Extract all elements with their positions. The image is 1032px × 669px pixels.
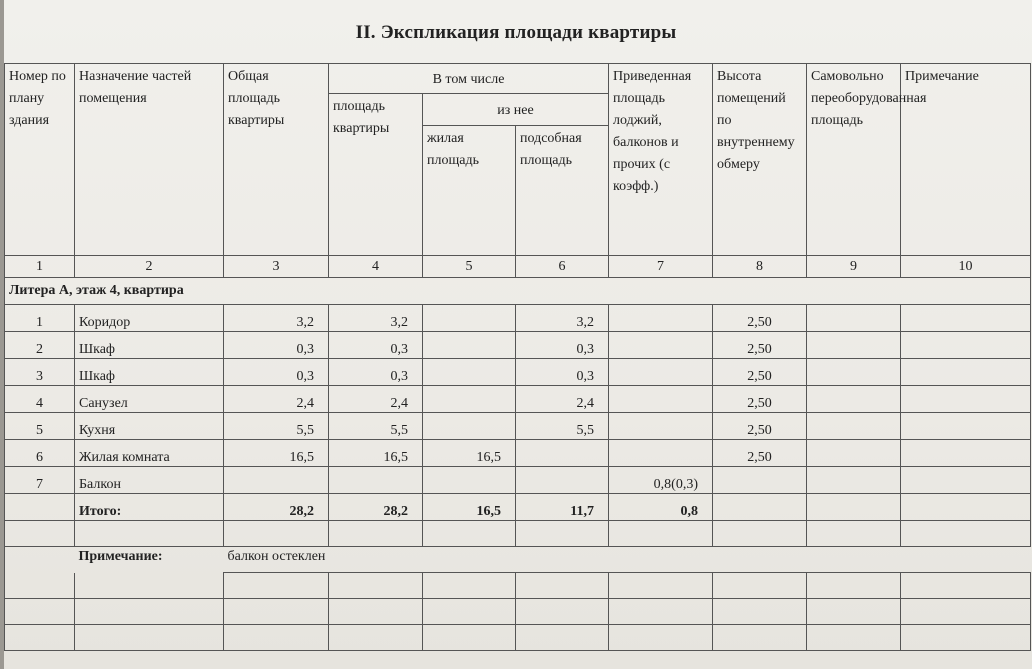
empty-row (5, 599, 1031, 625)
auxiliary-area (516, 467, 609, 494)
row-note (901, 332, 1031, 359)
apartment-area: 16,5 (329, 440, 423, 467)
empty-cell (901, 494, 1031, 521)
col-number: 7 (609, 256, 713, 278)
header-col-8: Высота помещений по внутреннему обмеру (713, 64, 807, 256)
table-row (5, 413, 1031, 440)
living-area (423, 413, 516, 440)
apartment-area: 5,5 (329, 413, 423, 440)
remark-text: балкон остеклен (227, 549, 326, 564)
col-number: 2 (75, 256, 224, 278)
unauthorized-area (807, 440, 901, 467)
reduced-area (609, 305, 713, 332)
remark-label: Примечание: (78, 549, 163, 564)
row-note (901, 467, 1031, 494)
header-col-9: Самовольно переоборудованная площадь (807, 64, 901, 256)
total-area: 3,2 (224, 305, 329, 332)
room-height: 2,50 (713, 386, 807, 413)
header-subgroup: из нее (423, 94, 609, 126)
table-row (5, 305, 1031, 332)
row-note (901, 440, 1031, 467)
col-number: 8 (713, 256, 807, 278)
living-area: 16,5 (423, 440, 516, 467)
total-sum-total-area: 28,2 (224, 494, 329, 521)
unauthorized-area (807, 305, 901, 332)
total-sum-living-area: 16,5 (423, 494, 516, 521)
total-label: Итого: (75, 494, 224, 521)
apartment-area: 0,3 (329, 359, 423, 386)
total-area: 0,3 (224, 359, 329, 386)
reduced-area (609, 359, 713, 386)
col-number: 10 (901, 256, 1031, 278)
living-area (423, 332, 516, 359)
living-area (423, 467, 516, 494)
header-col-4: площадь квартиры (329, 94, 423, 256)
total-area: 0,3 (224, 332, 329, 359)
room-height (713, 467, 807, 494)
section-heading: Литера А, этаж 4, квартира (5, 278, 1031, 305)
living-area (423, 386, 516, 413)
total-sum-reduced-area: 0,8 (609, 494, 713, 521)
row-number: 7 (5, 467, 75, 494)
table-row (5, 440, 1031, 467)
room-height: 2,50 (713, 305, 807, 332)
unauthorized-area (807, 359, 901, 386)
reduced-area (609, 332, 713, 359)
apartment-area: 3,2 (329, 305, 423, 332)
room-height: 2,50 (713, 359, 807, 386)
apartment-area (329, 467, 423, 494)
room-name: Жилая комната (75, 440, 224, 467)
col-number: 4 (329, 256, 423, 278)
reduced-area (609, 413, 713, 440)
table-row (5, 467, 1031, 494)
col-number: 5 (423, 256, 516, 278)
total-row-number (5, 494, 75, 521)
col-number: 9 (807, 256, 901, 278)
row-note (901, 413, 1031, 440)
row-note (901, 386, 1031, 413)
room-height: 2,50 (713, 332, 807, 359)
empty-row (5, 573, 1031, 599)
unauthorized-area (807, 386, 901, 413)
room-name: Шкаф (75, 332, 224, 359)
total-area (224, 467, 329, 494)
header-col-5: жилая площадь (423, 126, 516, 256)
unauthorized-area (807, 332, 901, 359)
auxiliary-area: 5,5 (516, 413, 609, 440)
col-number: 3 (224, 256, 329, 278)
header-col-10: Примечание (901, 64, 1031, 256)
empty-row (5, 625, 1031, 651)
header-col-3: Общая площадь квартиры (224, 64, 329, 256)
unauthorized-area (807, 413, 901, 440)
page-title: II. Экспликация площади квартиры (355, 22, 677, 43)
auxiliary-area: 0,3 (516, 359, 609, 386)
apartment-area: 0,3 (329, 332, 423, 359)
empty-cell (713, 494, 807, 521)
remark-row (5, 547, 1031, 573)
apartment-area: 2,4 (329, 386, 423, 413)
room-height: 2,50 (713, 413, 807, 440)
total-area: 16,5 (224, 440, 329, 467)
total-area: 2,4 (224, 386, 329, 413)
room-height: 2,50 (713, 440, 807, 467)
header-col-2: Назначение частей помещения (75, 64, 224, 256)
room-name: Балкон (75, 467, 224, 494)
header-col-7: Приведенная площадь лоджий, балконов и прочих (с коэфф.) (609, 64, 713, 256)
room-name: Санузел (75, 386, 224, 413)
row-note (901, 305, 1031, 332)
col-number: 6 (516, 256, 609, 278)
auxiliary-area: 0,3 (516, 332, 609, 359)
total-sum-apartment-area: 28,2 (329, 494, 423, 521)
row-number: 4 (5, 386, 75, 413)
living-area (423, 305, 516, 332)
total-row (5, 494, 1031, 521)
table-row (5, 359, 1031, 386)
explication-table (4, 63, 1031, 651)
room-name: Кухня (75, 413, 224, 440)
reduced-area (609, 440, 713, 467)
table-row (5, 386, 1031, 413)
room-name: Коридор (75, 305, 224, 332)
row-number: 1 (5, 305, 75, 332)
auxiliary-area: 2,4 (516, 386, 609, 413)
header-group: В том числе (329, 64, 609, 94)
reduced-area: 0,8(0,3) (609, 467, 713, 494)
auxiliary-area: 3,2 (516, 305, 609, 332)
header-col-1: Номер по плану здания (5, 64, 75, 256)
empty-cell (807, 494, 901, 521)
reduced-area (609, 386, 713, 413)
row-note (901, 359, 1031, 386)
auxiliary-area (516, 440, 609, 467)
total-area: 5,5 (224, 413, 329, 440)
table-row (5, 332, 1031, 359)
row-number: 6 (5, 440, 75, 467)
col-number: 1 (5, 256, 75, 278)
empty-row (5, 521, 1031, 547)
living-area (423, 359, 516, 386)
header-col-6: подсобная площадь (516, 126, 609, 256)
row-number: 2 (5, 332, 75, 359)
row-number: 3 (5, 359, 75, 386)
room-name: Шкаф (75, 359, 224, 386)
total-sum-auxiliary-area: 11,7 (516, 494, 609, 521)
row-number: 5 (5, 413, 75, 440)
unauthorized-area (807, 467, 901, 494)
